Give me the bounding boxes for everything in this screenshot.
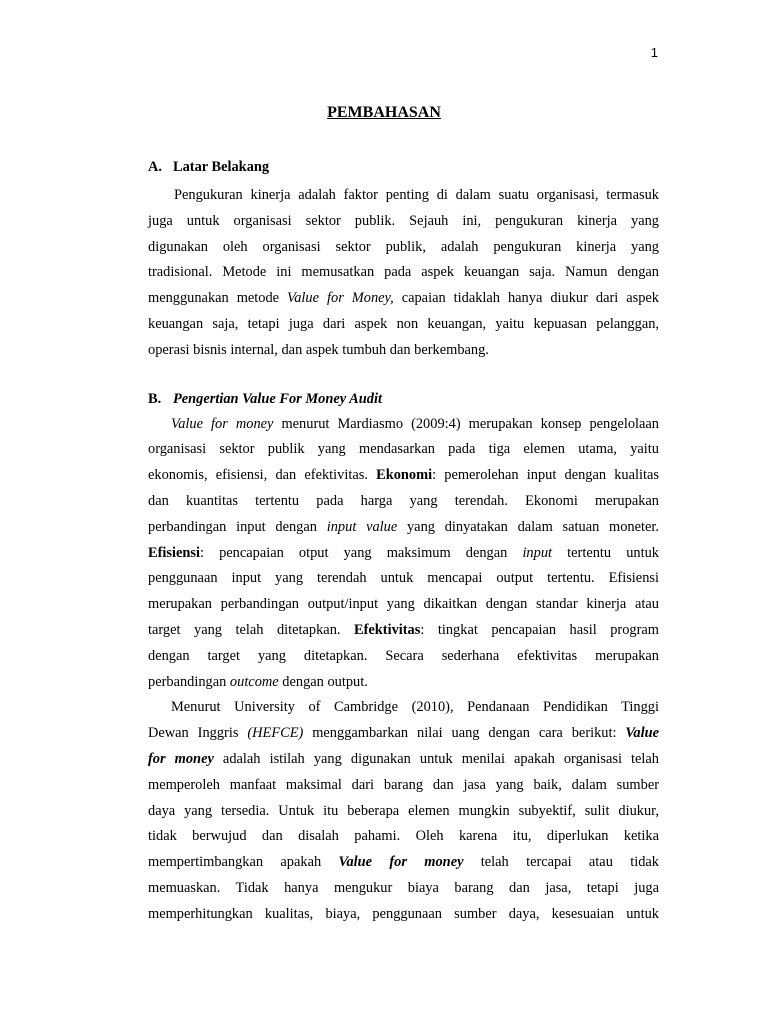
text-line: dengan target yang ditetapkan. Secara sederhana efektivitas merupakan [148,647,659,664]
page-number: 1 [650,45,658,60]
text-line: Efisiensi: pencapaian otput yang maksimum dengan input tertentu untuk [148,544,659,561]
text-line: Dewan Inggris (HEFCE) menggambarkan nilai uang dengan cara berikut: Value [148,725,659,742]
text-line: perbandingan input dengan input value yang dinyatakan dalam satuan moneter. [148,518,659,535]
text-line: Pengukuran kinerja adalah faktor penting di dalam suatu organisasi, termasuk [174,187,659,203]
document-body [148,157,659,928]
section-b-heading [148,389,659,409]
text-line: keuangan saja, tetapi juga dari aspek non keuangan, yaitu kepuasan pelanggan, [148,315,659,332]
text-line: daya yang tersedia. Untuk itu beberapa elemen mungkin subyektif, sulit diukur, [148,802,659,819]
text-line: memuaskan. Tidak hanya mengukur biaya barang dan jasa, tetapi juga [148,879,659,896]
section-b-title: Pengertian Value For Money Audit [173,390,382,407]
section-b-letter: B. [148,390,162,407]
text-line: organisasi sektor publik yang mendasarkan pada tiga elemen utama, yaitu [148,441,659,458]
text-line: memperhitungkan kualitas, biaya, penggunaan sumber daya, kesesuaian untuk [148,905,659,922]
section-b-paragraph-2 [148,695,659,927]
text-line: juga untuk organisasi sektor publik. Sejauh ini, pengukuran kinerja yang [148,212,659,229]
text-line: mempertimbangkan apakah Value for money telah tercapai atau tidak [148,854,659,871]
text-line: tradisional. Metode ini memusatkan pada aspek keuangan saja. Namun dengan [148,264,659,281]
document-title: PEMBAHASAN [327,104,441,121]
text-line: merupakan perbandingan output/input yang dikaitkan dengan standar kinerja atau [148,596,659,613]
text-line: target yang telah ditetapkan. Efektivitas: tingkat pencapaian hasil program [148,621,659,638]
text-line: operasi bisnis internal, dan aspek tumbuh dan berkembang. [148,341,489,358]
text-line: for money adalah istilah yang digunakan untuk menilai apakah organisasi telah [148,750,659,767]
text-line: penggunaan input yang terendah untuk mencapai output tertentu. Efisiensi [148,570,659,587]
section-a-heading [148,157,659,177]
section-a-letter: A. [148,159,162,175]
text-line: dan kuantitas tertentu pada harga yang terendah. Ekonomi merupakan [148,492,659,509]
text-line: ekonomis, efisiensi, dan efektivitas. Ekonomi: pemerolehan input dengan kualitas [148,467,659,484]
text-line: perbandingan outcome dengan output. [148,673,368,690]
section-a-title: Latar Belakang [173,159,270,175]
text-line: memperoleh manfaat maksimal dari barang dan jasa yang baik, dalam sumber [148,776,659,793]
text-line: Menurut University of Cambridge (2010), Pendanaan Pendidikan Tinggi [171,699,659,716]
text-line: tidak berwujud dan disalah pahami. Oleh karena itu, diperlukan ketika [148,828,659,845]
section-a-paragraph [148,183,659,364]
section-b-paragraph-1 [148,412,659,696]
text-line: Value for money menurut Mardiasmo (2009:4) merupakan konsep pengelolaan [171,415,659,432]
text-line: digunakan oleh organisasi sektor publik, adalah pengukuran kinerja yang [148,238,659,255]
text-line: menggunakan metode Value for Money, capaian tidaklah hanya diukur dari aspek [148,290,659,307]
